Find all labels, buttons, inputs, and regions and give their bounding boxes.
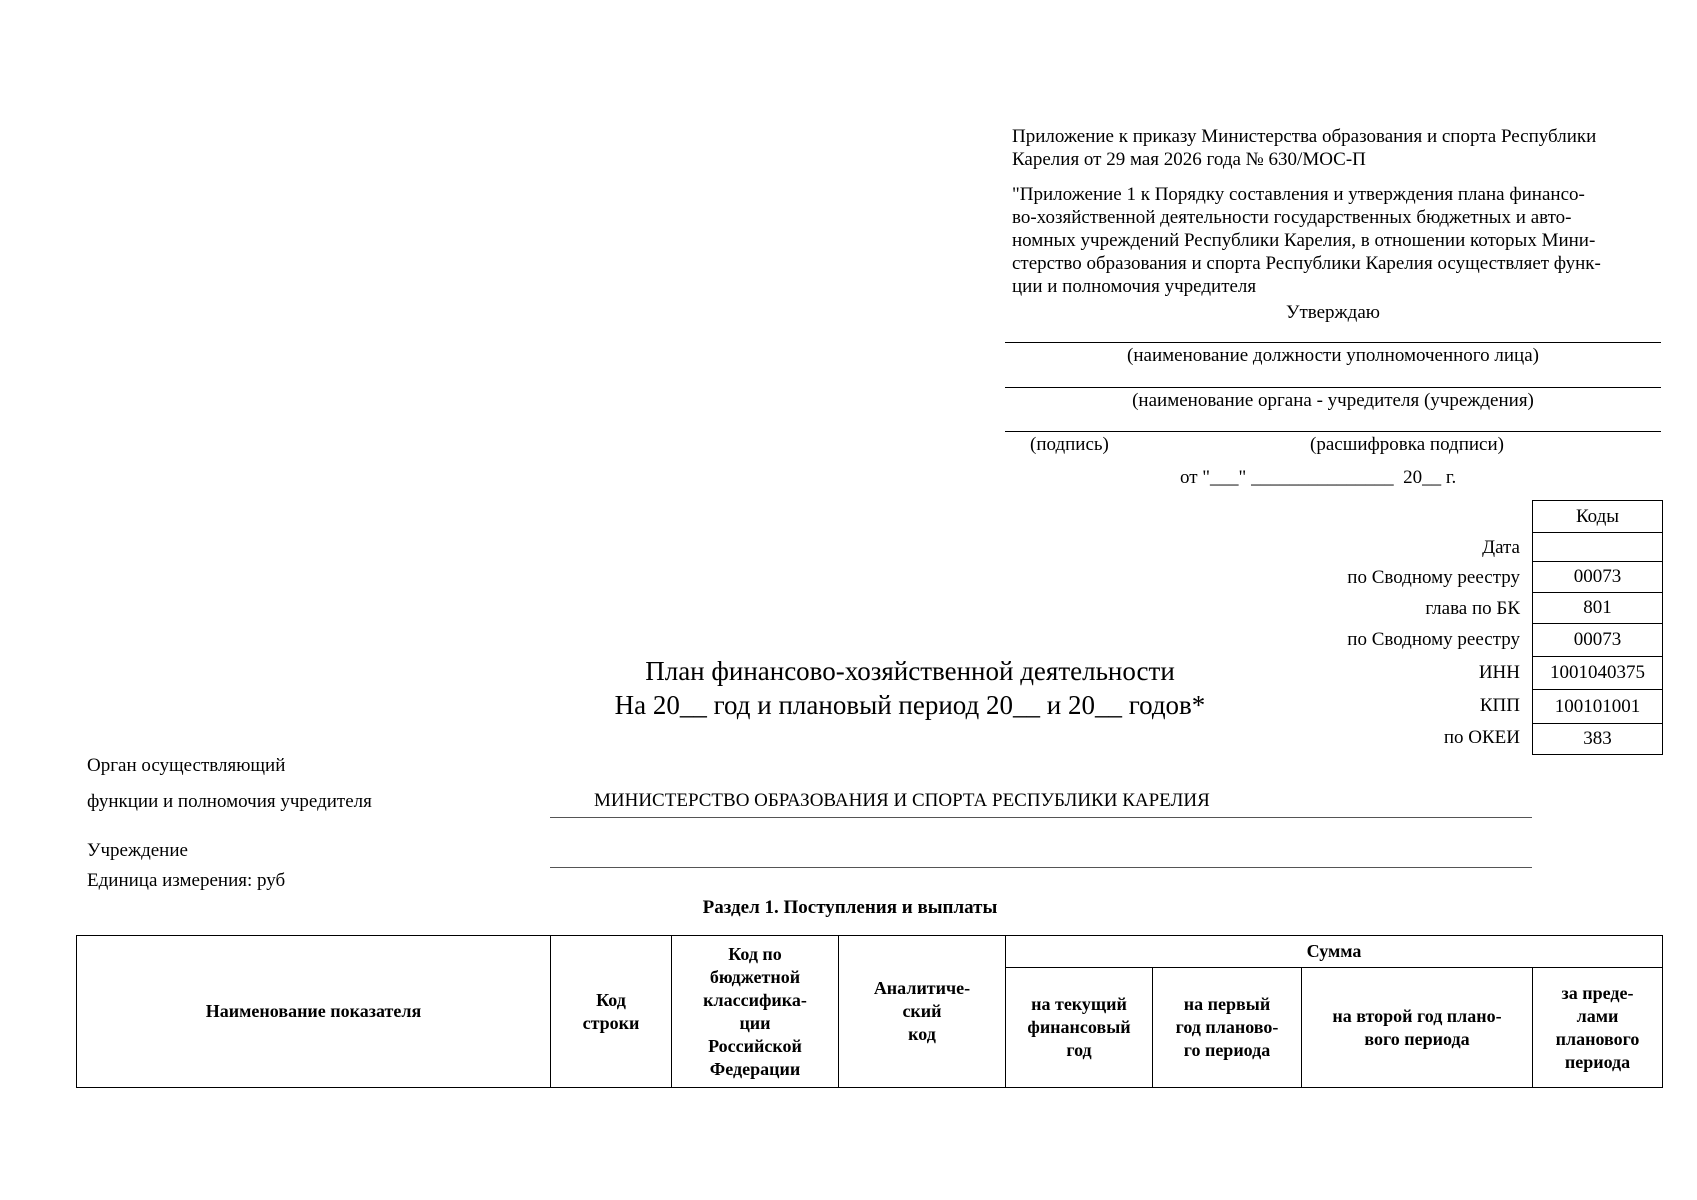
col-sum-beyond-plan-line: периода [1564, 1051, 1631, 1072]
section-title: Раздел 1. Поступления и выплаты [702, 897, 998, 918]
codes-table [1532, 500, 1663, 755]
signature-decode-caption: (расшифровка подписи) [1310, 434, 1504, 455]
code-label-kpp: КПП [1479, 695, 1520, 716]
code-label-date: Дата [1482, 537, 1520, 558]
signature-line [1005, 431, 1661, 432]
code-value-registry-2: 00073 [1533, 624, 1663, 657]
col-sum-first-plan-year-line: го периода [1183, 1040, 1271, 1060]
col-line-code-line: Код [596, 989, 626, 1010]
position-caption: (наименование должности уполномоченного лица) [1127, 345, 1539, 366]
code-label-registry-2: по Сводному реестру [1347, 629, 1520, 650]
appendix-note-line: "Приложение 1 к Порядку составления и утверждения плана финансо- [1012, 184, 1585, 205]
order-reference-line: Приложение к приказу Министерства образования и спорта Республики [1012, 126, 1597, 147]
col-sum-second-plan-year-line: на второй год плано- [1332, 1005, 1502, 1026]
col-analytic-code-line: Аналитиче- [873, 978, 971, 998]
appendix-note-line: ции и полномочия учредителя [1012, 276, 1257, 297]
col-sum-second-plan-year-line: вого периода [1364, 1028, 1470, 1049]
position-line [1005, 342, 1661, 343]
founder-label-1: Орган осуществляющий [87, 755, 286, 776]
appendix-note [1012, 183, 1672, 298]
col-budget-code-line: Федерации [709, 1058, 801, 1079]
col-line-code-line: строки [582, 1012, 640, 1033]
col-budget-code-line: ции [739, 1012, 771, 1033]
signature-caption: (подпись) [1030, 434, 1109, 455]
col-budget-code-line: классифика- [703, 989, 807, 1010]
col-budget-code-line: бюджетной [709, 966, 801, 987]
col-analytic-code [839, 936, 1006, 1088]
unit-label: Единица измерения: руб [87, 870, 286, 891]
institution-label: Учреждение [87, 840, 188, 861]
col-sum-current-year-line: на текущий [1031, 994, 1127, 1014]
approve-label: Утверждаю [1286, 302, 1380, 323]
col-sum-current-year [1006, 968, 1153, 1088]
founder-label-2: функции и полномочия учредителя [87, 791, 372, 812]
code-label-okei: по ОКЕИ [1443, 727, 1520, 748]
col-sum-current-year-line: год [1066, 1040, 1092, 1060]
approval-date-line: от "___" _______________ 20__ г. [1180, 467, 1457, 488]
appendix-note-line: во-хозяйственной деятельности государственных бюджетных и авто- [1012, 207, 1572, 228]
col-sum-first-plan-year-line: на первый [1183, 994, 1271, 1014]
col-budget-code-line: Российской [708, 1035, 802, 1056]
code-value-registry: 00073 [1533, 562, 1663, 593]
col-line-code [551, 936, 672, 1088]
col-indicator-name: Наименование показателя [77, 936, 551, 1088]
code-value-bk-chapter: 801 [1533, 593, 1663, 624]
col-sum-beyond-plan-line: лами [1576, 1005, 1619, 1026]
col-sum-beyond-plan-line: за преде- [1561, 982, 1634, 1003]
founder-value: МИНИСТЕРСТВО ОБРАЗОВАНИЯ И СПОРТА РЕСПУБЛИКИ КАРЕЛИЯ [594, 790, 1210, 811]
col-sum-second-plan-year [1302, 968, 1533, 1088]
code-value-okei: 383 [1533, 724, 1663, 755]
page-title: План финансово-хозяйственной деятельности [645, 656, 1175, 686]
col-analytic-code-line: код [908, 1024, 936, 1044]
code-label-registry: по Сводному реестру [1347, 567, 1520, 588]
col-sum-beyond-plan [1533, 968, 1663, 1088]
order-reference-line: Карелия от 29 мая 2026 года № 630/МОС-П [1012, 149, 1366, 170]
institution-line [550, 867, 1532, 868]
page-subtitle: На 20__ год и плановый период 20__ и 20__ годов* [614, 690, 1206, 720]
organ-line [1005, 387, 1661, 388]
codes-header: Коды [1533, 501, 1663, 533]
col-analytic-code-line: ский [902, 1001, 942, 1021]
order-reference [1012, 125, 1672, 171]
col-sum-first-plan-year [1153, 968, 1302, 1088]
code-label-inn: ИНН [1478, 662, 1520, 683]
col-budget-code-line: Код по [728, 943, 782, 964]
code-label-bk-chapter: глава по БК [1425, 598, 1520, 619]
col-sum-current-year-line: финансовый [1027, 1017, 1131, 1037]
code-value-date [1533, 533, 1663, 562]
col-sum-beyond-plan-line: планового [1555, 1028, 1640, 1049]
appendix-note-line: номных учреждений Республики Карелия, в отношении которых Мини- [1012, 230, 1596, 251]
appendix-note-line: стерство образования и спорта Республики Карелия осуществляет функ- [1012, 253, 1601, 274]
income-payments-table [76, 935, 1663, 1088]
code-value-kpp: 100101001 [1533, 690, 1663, 724]
col-sum: Сумма [1006, 936, 1663, 968]
col-sum-first-plan-year-line: год планово- [1175, 1017, 1279, 1037]
organ-caption: (наименование органа - учредителя (учреждения) [1132, 390, 1534, 411]
col-budget-code [672, 936, 839, 1088]
founder-line [550, 817, 1532, 818]
code-value-inn: 1001040375 [1533, 657, 1663, 690]
